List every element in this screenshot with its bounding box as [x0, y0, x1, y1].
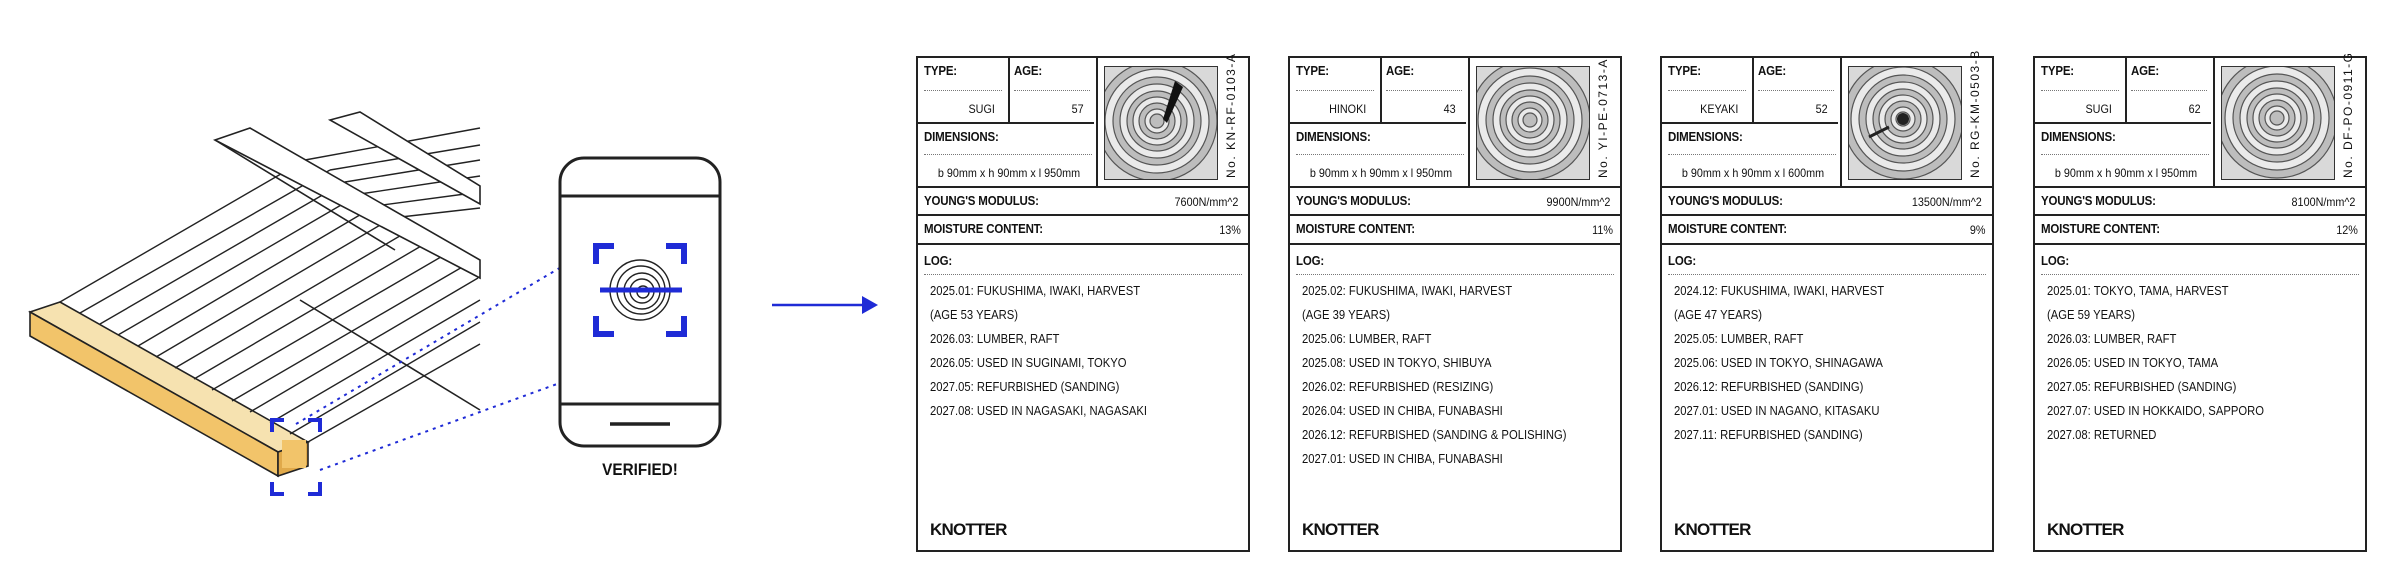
log-entry: (AGE 39 YEARS) — [1302, 308, 1390, 322]
timber-card — [916, 52, 1250, 552]
serial-number: No. RG-KM-0503-B — [1968, 49, 1982, 178]
youngs-modulus-value: 9900N/mm^2 — [1546, 195, 1611, 209]
dimensions-value: b 90mm x h 90mm x l 950mm — [937, 166, 1081, 180]
wooden-raft-illustration — [30, 112, 480, 476]
age-value: 62 — [2188, 102, 2201, 116]
log-entry: 2027.01: USED IN NAGANO, KITASAKU — [1674, 404, 1880, 418]
arrow-right-icon — [772, 296, 878, 314]
wood-rings-icon — [1849, 67, 1961, 179]
log-entry: 2026.03: LUMBER, RAFT — [930, 332, 1060, 346]
serial-number: No. YI-PE-0713-A — [1596, 58, 1610, 178]
log-entry: 2026.05: USED IN SUGINAMI, TOKYO — [930, 356, 1127, 370]
log-entry: 2027.01: USED IN CHIBA, FUNABASHI — [1302, 452, 1503, 466]
age-value: 52 — [1815, 102, 1828, 116]
illustration — [0, 0, 900, 584]
wood-ring-image — [1476, 66, 1590, 180]
serial-number: No. DF-PO-0911-G — [2341, 51, 2355, 178]
timber-card — [2033, 51, 2367, 552]
youngs-modulus-label: YOUNG'S MODULUS: — [1296, 194, 1411, 208]
log-entry: 2025.08: USED IN TOKYO, SHIBUYA — [1302, 356, 1492, 370]
knotter-logo: KNOTTER — [930, 520, 1007, 539]
log-entry: 2025.06: USED IN TOKYO, SHINAGAWA — [1674, 356, 1883, 370]
age-label: AGE: — [1014, 64, 1043, 78]
youngs-modulus-label: YOUNG'S MODULUS: — [924, 194, 1039, 208]
log-entry: 2026.03: LUMBER, RAFT — [2047, 332, 2177, 346]
verified-label: VERIFIED! — [602, 460, 678, 479]
log-entry: 2026.12: REFURBISHED (SANDING & POLISHING) — [1302, 428, 1567, 442]
log-label: LOG: — [924, 254, 953, 268]
age-value: 57 — [1071, 102, 1084, 116]
moisture-value: 13% — [1219, 223, 1241, 237]
youngs-modulus-label: YOUNG'S MODULUS: — [2041, 194, 2156, 208]
knotter-logo: KNOTTER — [1674, 520, 1751, 539]
dimensions-label: DIMENSIONS: — [1668, 130, 1743, 144]
log-entry: 2027.07: USED IN HOKKAIDO, SAPPORO — [2047, 404, 2264, 418]
wood-ring-image — [1104, 66, 1218, 180]
log-entry: 2026.02: REFURBISHED (RESIZING) — [1302, 380, 1494, 394]
log-entry: 2025.01: FUKUSHIMA, IWAKI, HARVEST — [930, 284, 1141, 298]
dimensions-label: DIMENSIONS: — [924, 130, 999, 144]
log-entry: 2026.05: USED IN TOKYO, TAMA — [2047, 356, 2219, 370]
log-entry: 2025.02: FUKUSHIMA, IWAKI, HARVEST — [1302, 284, 1513, 298]
youngs-modulus-value: 8100N/mm^2 — [2291, 195, 2356, 209]
moisture-label: MOISTURE CONTENT: — [1668, 222, 1787, 236]
type-value: SUGI — [2085, 102, 2112, 116]
log-entry: 2025.01: TOKYO, TAMA, HARVEST — [2047, 284, 2229, 298]
type-value: KEYAKI — [1699, 102, 1738, 116]
dimensions-value: b 90mm x h 90mm x l 600mm — [1681, 166, 1825, 180]
type-label: TYPE: — [1296, 64, 1329, 78]
type-value: HINOKI — [1328, 102, 1366, 116]
dimensions-label: DIMENSIONS: — [1296, 130, 1371, 144]
age-value: 43 — [1443, 102, 1456, 116]
serial-number: No. KN-RF-0103-A — [1224, 52, 1238, 178]
moisture-value: 9% — [1969, 223, 1986, 237]
log-entry: 2026.12: REFURBISHED (SANDING) — [1674, 380, 1864, 394]
log-label: LOG: — [1296, 254, 1325, 268]
log-entry: 2026.04: USED IN CHIBA, FUNABASHI — [1302, 404, 1503, 418]
log-entry: 2025.05: LUMBER, RAFT — [1674, 332, 1804, 346]
wood-rings-icon — [2222, 67, 2334, 179]
youngs-modulus-value: 13500N/mm^2 — [1912, 195, 1983, 209]
type-label: TYPE: — [1668, 64, 1701, 78]
log-entry: 2027.05: REFURBISHED (SANDING) — [930, 380, 1120, 394]
dimensions-value: b 90mm x h 90mm x l 950mm — [2054, 166, 2198, 180]
age-label: AGE: — [1758, 64, 1787, 78]
age-label: AGE: — [2131, 64, 2160, 78]
wood-ring-image — [2221, 66, 2335, 180]
log-entry: 2027.08: USED IN NAGASAKI, NAGASAKI — [930, 404, 1147, 418]
log-entry: 2027.05: REFURBISHED (SANDING) — [2047, 380, 2237, 394]
moisture-label: MOISTURE CONTENT: — [2041, 222, 2160, 236]
log-entry: 2024.12: FUKUSHIMA, IWAKI, HARVEST — [1674, 284, 1885, 298]
log-entry: 2027.08: RETURNED — [2047, 428, 2157, 442]
youngs-modulus-label: YOUNG'S MODULUS: — [1668, 194, 1783, 208]
dimensions-value: b 90mm x h 90mm x l 950mm — [1309, 166, 1453, 180]
log-label: LOG: — [2041, 254, 2070, 268]
moisture-value: 11% — [1592, 223, 1613, 237]
knotter-logo: KNOTTER — [1302, 520, 1379, 539]
type-label: TYPE: — [2041, 64, 2074, 78]
log-entry: 2027.11: REFURBISHED (SANDING) — [1674, 428, 1863, 442]
wood-ring-image — [1848, 66, 1962, 180]
timber-card — [1660, 49, 1994, 552]
youngs-modulus-value: 7600N/mm^2 — [1174, 195, 1239, 209]
dimensions-label: DIMENSIONS: — [2041, 130, 2116, 144]
type-label: TYPE: — [924, 64, 957, 78]
wood-rings-icon — [1105, 67, 1217, 179]
log-entry: 2025.06: LUMBER, RAFT — [1302, 332, 1432, 346]
wood-rings-icon — [1477, 67, 1589, 179]
moisture-value: 12% — [2336, 223, 2358, 237]
log-entry: (AGE 59 YEARS) — [2047, 308, 2135, 322]
moisture-label: MOISTURE CONTENT: — [924, 222, 1043, 236]
timber-card — [1288, 56, 1622, 552]
type-value: SUGI — [968, 102, 995, 116]
log-entry: (AGE 47 YEARS) — [1674, 308, 1762, 322]
log-entry: (AGE 53 YEARS) — [930, 308, 1018, 322]
log-label: LOG: — [1668, 254, 1697, 268]
age-label: AGE: — [1386, 64, 1415, 78]
moisture-label: MOISTURE CONTENT: — [1296, 222, 1415, 236]
knotter-logo: KNOTTER — [2047, 520, 2124, 539]
